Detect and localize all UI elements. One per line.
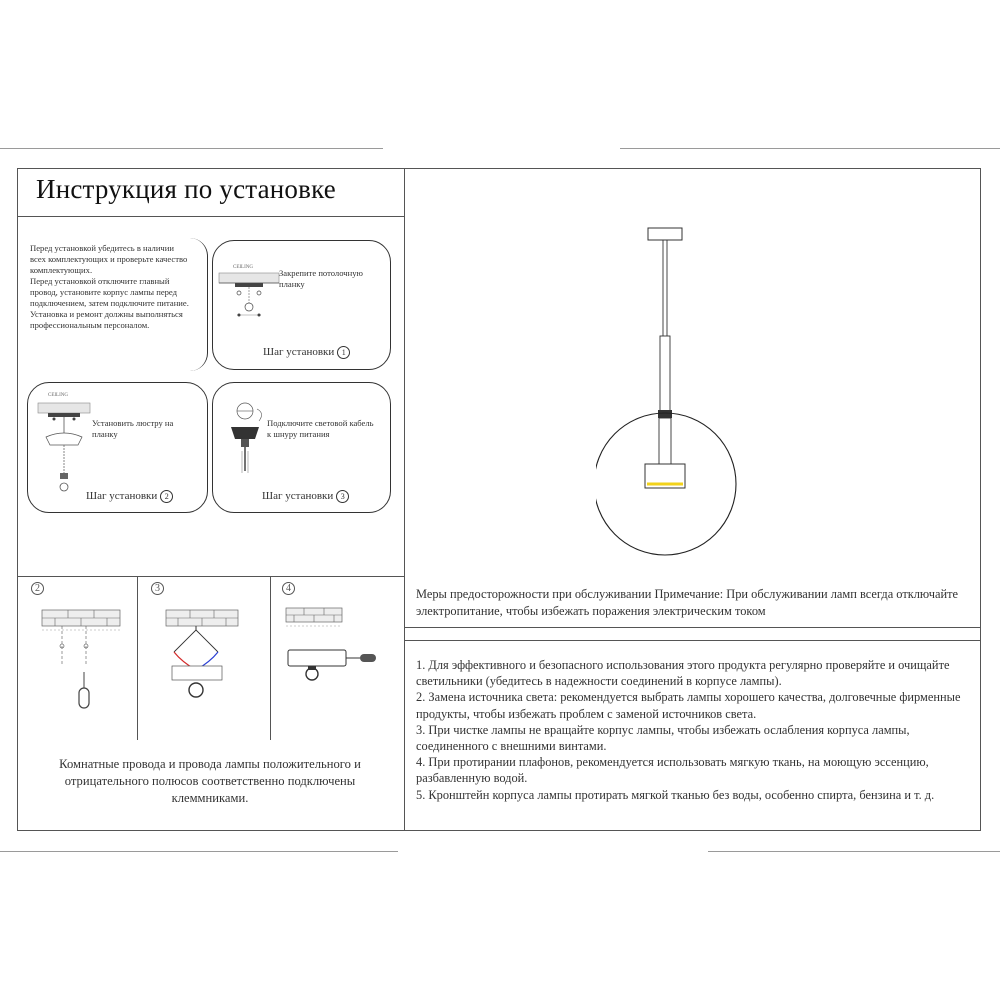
step-2-text — [92, 418, 207, 440]
step-1-illustration — [217, 263, 287, 343]
step-2-illustration — [34, 393, 94, 503]
note-item: 5. Кронштейн корпуса лампы протирать мягкой тканью без воды, особенно спирта, бензина и т. д. — [416, 787, 935, 802]
title-rule — [17, 216, 405, 217]
note-item: 4. При протирании плафонов, рекомендуется использовать мягкую ткань, на моющую эссенцию, разбавленную водой. — [416, 755, 929, 786]
note-item: 3. При чистке лампы не вращайте корпус лампы, чтобы избежать ослабления корпуса лампы, соединенного с внешними винтами. — [416, 722, 910, 754]
ceiling-label: CEILING — [233, 265, 253, 270]
step-1-line: планку — [279, 279, 305, 289]
step-label-text: Шаг установки — [86, 490, 158, 502]
maintenance-notes — [416, 657, 976, 803]
note-item: 2. Замена источника света: рекомендуется выбрать лампы хорошего качества, долговечные фирменные продукты, чтобы избежать проблем с заменой источников света. — [416, 690, 961, 721]
step-number-badge: 1 — [337, 346, 350, 359]
step-number-badge: 2 — [160, 490, 173, 503]
step-2-box — [27, 382, 208, 513]
step-3-line: к шнуру питания — [267, 429, 330, 439]
ceiling-label: CEILING — [48, 393, 68, 398]
intro-line: профессиональным персоналом. — [30, 320, 150, 330]
panel-number-badge: 3 — [151, 582, 164, 595]
top-rule-right — [620, 148, 1000, 149]
column-divider — [404, 168, 405, 831]
step-3-line: Подключите световой кабель — [267, 418, 374, 428]
intro-line: Установка и ремонт должны выполняться — [30, 309, 183, 319]
panel-number-badge: 4 — [282, 582, 295, 595]
step-3-box — [212, 382, 391, 513]
step-2-line: планку — [92, 429, 118, 439]
intro-text — [30, 243, 210, 331]
step-1-text — [279, 268, 389, 290]
warning-rule-bottom — [404, 640, 981, 641]
step-1-box — [212, 240, 391, 370]
pendant-lamp-illustration — [596, 224, 796, 564]
bottom-rule-left — [0, 851, 398, 852]
intro-line: Перед установкой отключите главный — [30, 276, 170, 286]
warning-rule-top — [404, 627, 981, 628]
intro-line: всех комплектующих и проверьте качество — [30, 254, 188, 264]
step-label-text: Шаг установки — [262, 490, 334, 502]
step-2-label — [86, 490, 173, 503]
bottom-rule-right — [708, 851, 1000, 852]
step-3-text — [267, 418, 392, 440]
panel-4-illustration — [280, 600, 390, 700]
step-1-line: Закрепите потолочную — [279, 268, 363, 278]
page-title: Инструкция по установке — [36, 174, 336, 204]
step-1-label — [263, 346, 350, 359]
panels-rule — [17, 576, 405, 577]
step-3-illustration — [225, 401, 275, 501]
step-2-line: Установить люстру на — [92, 418, 174, 428]
step-3-label — [262, 490, 349, 503]
intro-line: комплектующих. — [30, 265, 93, 275]
panel-number-badge: 2 — [31, 582, 44, 595]
note-item: 1. Для эффективного и безопасного использования этого продукта регулярно проверяйте и очищайте светильники (убедитесь в надежности соединений в корпусе лампы). — [416, 658, 950, 689]
step-label-text: Шаг установки — [263, 346, 335, 358]
wiring-caption: Комнатные провода и провода лампы положительного и отрицательного полюсов соответственно подключены клеммниками. — [59, 757, 361, 805]
top-rule-left — [0, 148, 383, 149]
panel-3-illustration — [152, 600, 272, 720]
intro-line: провод, установите корпус лампы перед — [30, 287, 178, 297]
maintenance-warning: Меры предосторожности при обслуживании Примечание: При обслуживании ламп всегда отключайте электропитание, чтобы избежать поражения электрическим током — [416, 587, 958, 618]
step-number-badge: 3 — [336, 490, 349, 503]
intro-line: подключением, затем подключите питание. — [30, 298, 189, 308]
intro-line: Перед установкой убедитесь в наличии — [30, 243, 174, 253]
panel-2-illustration — [18, 596, 138, 736]
